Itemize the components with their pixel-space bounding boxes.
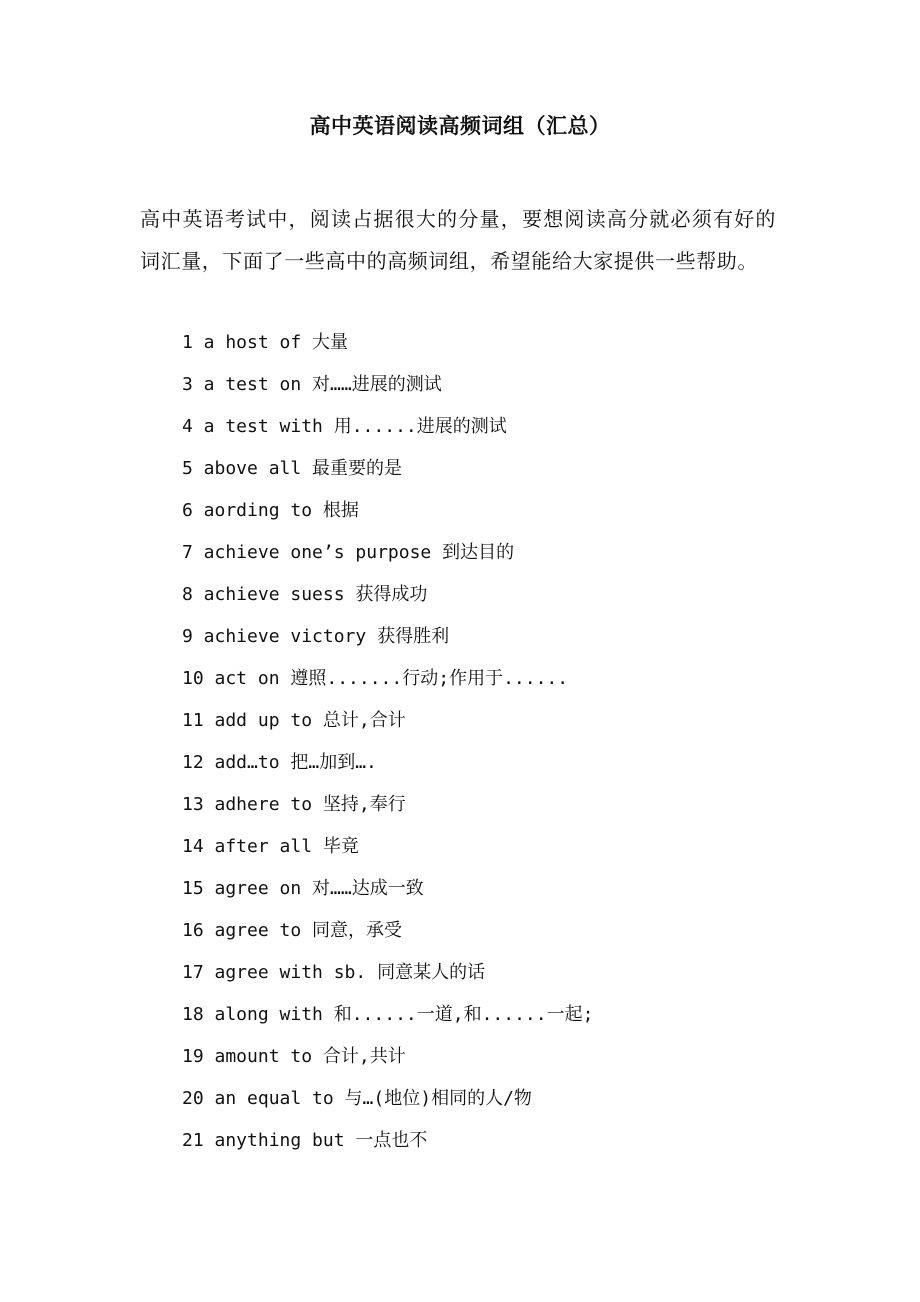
phrase-entry: 19 amount to 合计,共计 <box>182 1046 406 1067</box>
phrase-entry: 11 add up to 总计,合计 <box>182 710 406 731</box>
phrase-entry: 6 aording to 根据 <box>182 500 359 521</box>
phrase-entry: 15 agree on 对……达成一致 <box>182 878 424 899</box>
phrase-entry: 1 a host of 大量 <box>182 332 349 353</box>
phrase-entry: 4 a test with 用......进展的测试 <box>182 416 507 437</box>
phrase-entry: 16 agree to 同意，承受 <box>182 920 403 941</box>
phrase-entry: 13 adhere to 坚持,奉行 <box>182 794 406 815</box>
phrase-entry: 8 achieve suess 获得成功 <box>182 584 428 605</box>
phrase-entry: 9 achieve victory 获得胜利 <box>182 626 450 647</box>
phrase-entry: 5 above all 最重要的是 <box>182 458 403 479</box>
phrase-list <box>182 322 593 1162</box>
phrase-entry: 20 an equal to 与…(地位)相同的人/物 <box>182 1088 532 1109</box>
phrase-entry: 21 anything but 一点也不 <box>182 1130 428 1151</box>
phrase-entry: 3 a test on 对……进展的测试 <box>182 374 442 395</box>
document-title: 高中英语阅读高频词组（汇总） <box>309 113 611 138</box>
phrase-entry: 14 after all 毕竟 <box>182 836 359 857</box>
intro-paragraph: 高中英语考试中，阅读占据很大的分量，要想阅读高分就必须有好的词汇量，下面了一些高中的高频词组，希望能给大家提供一些帮助。 <box>140 207 776 273</box>
phrase-entry: 12 add…to 把…加到…. <box>182 752 377 773</box>
phrase-entry: 18 along with 和......一道,和......一起; <box>182 1004 594 1025</box>
phrase-entry: 7 achieve one’s purpose 到达目的 <box>182 542 515 563</box>
phrase-entry: 17 agree with sb. 同意某人的话 <box>182 962 486 983</box>
phrase-entry: 10 act on 遵照.......行动;作用于...... <box>182 668 569 689</box>
